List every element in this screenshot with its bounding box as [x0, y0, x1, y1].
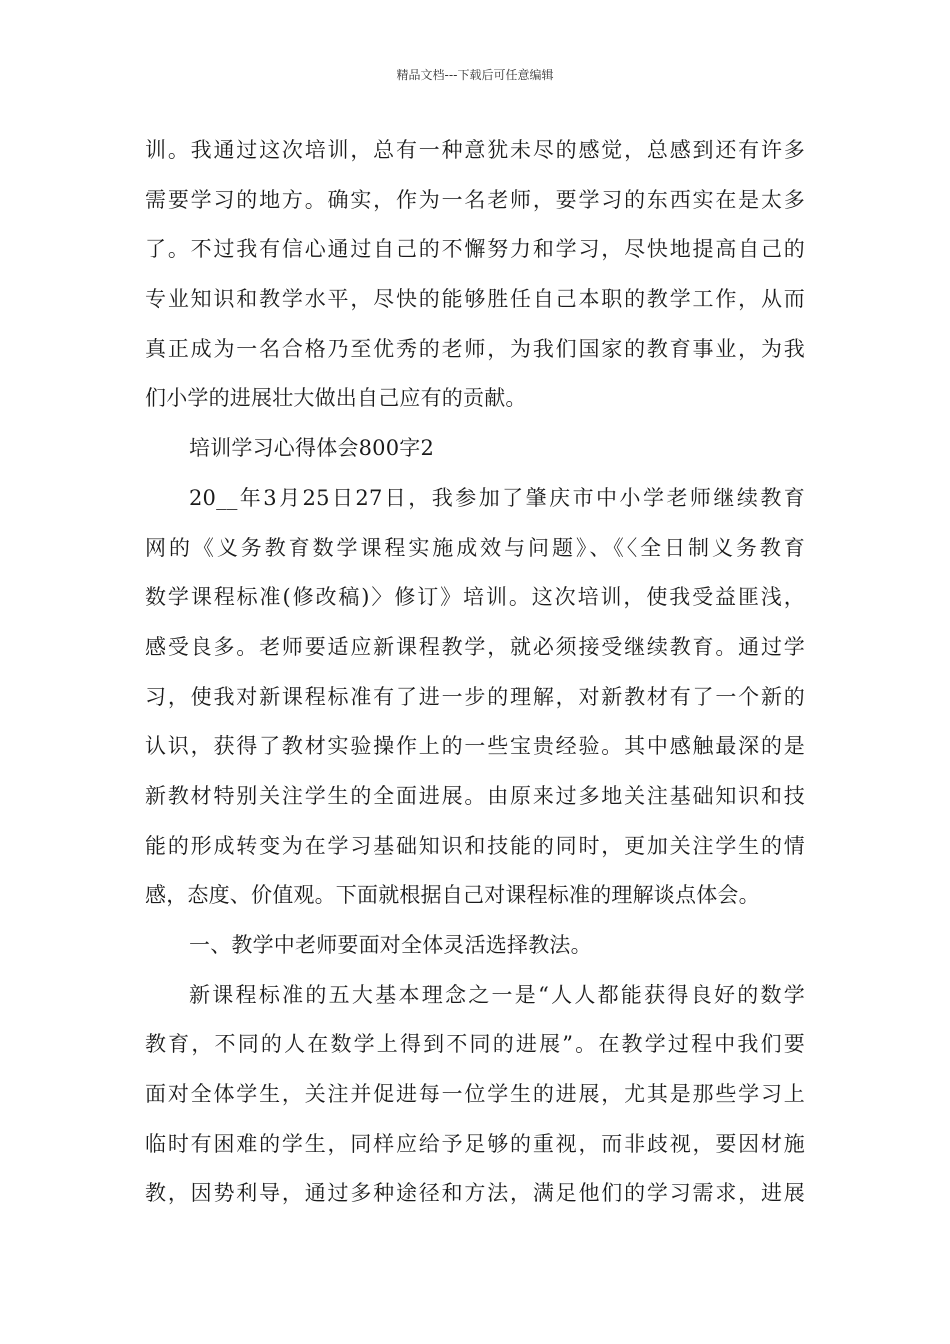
text-line: 新教材特别关注学生的全面进展。由原来过多地关注基础知识和技 — [145, 783, 805, 808]
page-header: 精品文档---下载后可任意编辑 — [396, 68, 554, 82]
text-line: 了。不过我有信心通过自己的不懈努力和学习，尽快地提高自己的 — [145, 237, 805, 262]
text-line: 训。我通过这次培训，总有一种意犹未尽的感觉，总感到还有许多 — [145, 138, 805, 162]
subsection-heading: 一、教学中老师要面对全体灵活选择教法。 — [189, 933, 592, 957]
text-line: 感，态度、价值观。下面就根据自己对课程标准的理解谈点体会。 — [145, 883, 760, 908]
text-line: 需要学习的地方。确实，作为一名老师，要学习的东西实在是太多 — [145, 187, 805, 212]
text-line: 数学课程标准(修改稿)〉修订》培训。这次培训，使我受益匪浅， — [145, 585, 805, 610]
text-line: 教育，不同的人在数学上得到不同的进展”。在教学过程中我们要 — [145, 1032, 805, 1057]
text-line: 临时有困难的学生，同样应给予足够的重视，而非歧视，要因材施 — [145, 1131, 805, 1156]
text-line: 感受良多。老师要适应新课程教学，就必须接受继续教育。通过学 — [145, 634, 805, 659]
text-line: 20__年3月25日27日，我参加了肇庆市中小学老师继续教育 — [189, 485, 805, 510]
text-line: 真正成为一名合格乃至优秀的老师，为我们国家的教育事业，为我 — [145, 336, 805, 361]
text-line: 网的《义务教育数学课程实施成效与问题》、《〈全日制义务教育 — [145, 535, 805, 560]
section-heading: 培训学习心得体会800字2 — [189, 436, 435, 461]
text-line: 面对全体学生，关注并促进每一位学生的进展，尤其是那些学习上 — [145, 1082, 805, 1107]
text-line: 认识，获得了教材实验操作上的一些宝贵经验。其中感触最深的是 — [145, 734, 805, 759]
text-line: 教，因势利导，通过多种途径和方法，满足他们的学习需求，进展 — [145, 1181, 805, 1206]
text-line: 习，使我对新课程标准有了进一步的理解，对新教材有了一个新的 — [145, 684, 805, 709]
text-line: 专业知识和教学水平，尽快的能够胜任自己本职的教学工作，从而 — [145, 287, 805, 312]
document-body — [145, 126, 805, 1219]
text-line: 们小学的进展壮大做出自己应有的贡献。 — [145, 386, 527, 411]
text-line: 新课程标准的五大基本理念之一是“人人都能获得良好的数学 — [189, 982, 805, 1007]
text-line: 能的形成转变为在学习基础知识和技能的同时，更加关注学生的情 — [145, 833, 805, 858]
